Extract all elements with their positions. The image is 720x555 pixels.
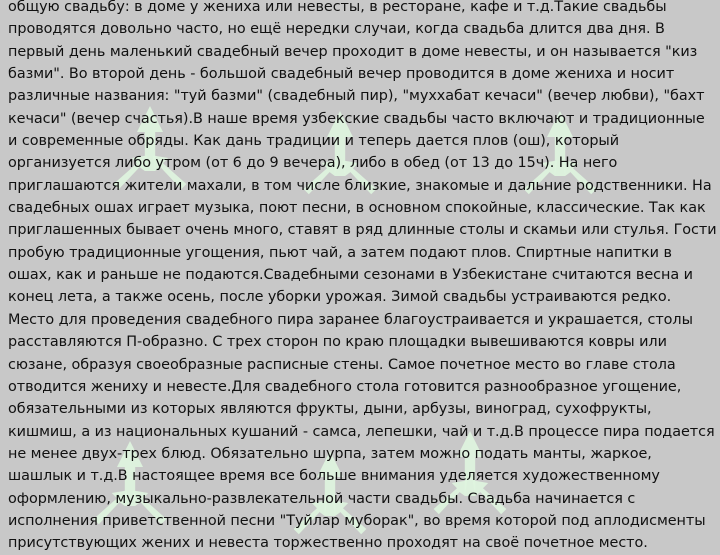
text-line: свадебных ошах играет музыка, поют песни, в основном спокойные, классические. Так как: [8, 200, 706, 217]
text-line: отводится жениху и невесте.Для свадебного стола готовится разнообразное угощение,: [8, 378, 682, 395]
text-line: ошах, как и раньше не подаются.Свадебными сезонами в Узбекистане считаются весна и: [8, 267, 693, 284]
text-line: сюзане, образуя своеобразные расписные стены. Самое почетное место во главе стола: [8, 356, 676, 373]
text-line: обязательными из которых являются фрукты, дыни, арбузы, виноград, сухофрукты,: [8, 401, 652, 418]
text-line: оформлению, музыкально-развлекательной части свадьбы. Свадьба начинается с: [8, 490, 636, 507]
text-line: проводятся довольно часто, но ещё нередки случаи, когда свадьба длится два дня. В: [8, 21, 665, 38]
text-line: присутствующих жених и невеста торжественно проходят на своё почетное место.: [8, 535, 648, 552]
text-line: приглашенных бывает очень много, ставят в ряд длинные столы и скамьи или стулья. Гости: [8, 222, 717, 239]
text-line: пробую традиционные угощения, пьют чай, а затем подают плов. Спиртные напитки в: [8, 244, 672, 261]
text-line: кишмиш, а из национальных кушаний - самса, лепешки, чай и т.д.В процессе пира подается: [8, 423, 715, 440]
text-line: исполнения приветственной песни "Туйлар муборак", во время которой под аплодисменты: [8, 512, 706, 529]
text-line: различные названия: "туй базми" (свадебный пир), "муххабат кечаси" (вечер любви), "бахт: [8, 88, 705, 105]
text-line: Место для проведения свадебного пира заранее благоустраивается и украшается, столы: [8, 311, 693, 328]
text-line: и современные обряды. Как дань традиции и теперь дается плов (ош), который: [8, 133, 620, 150]
text-line: организуется либо утром (от 6 до 9 вечера), либо в обед (от 13 до 15ч). На него: [8, 155, 618, 172]
text-line: кечаси" (вечер счастья).В наше время узбекские свадьбы часто включают и традиционные: [8, 110, 705, 127]
text-line: шашлык и т.д.В настоящее время все больше внимания уделяется художественному: [8, 468, 660, 485]
text-line: общую свадьбу: в доме у жениха или невесты, в ресторане, кафе и т.д.Такие свадьбы: [8, 0, 667, 15]
text-line: базми". Во второй день - большой свадебный вечер проводится в доме жениха и носит: [8, 66, 675, 83]
text-line: не менее двух-трех блюд. Обязательно шурпа, затем можно подать манты, жаркое,: [8, 445, 652, 462]
document-body: [8, 0, 717, 555]
text-line: расставляются П-образно. С трех сторон по краю площадки вывешиваются ковры или: [8, 334, 667, 351]
text-line: первый день маленький свадебный вечер проходит в доме невесты, и он называется "киз: [8, 43, 698, 60]
text-line: приглашаются жители махали, в том числе близкие, знакомые и дальние родственники. На: [8, 177, 712, 194]
text-line: конец лета, а также осень, после уборки урожая. Зимой свадьбы устраиваются редко.: [8, 289, 672, 306]
